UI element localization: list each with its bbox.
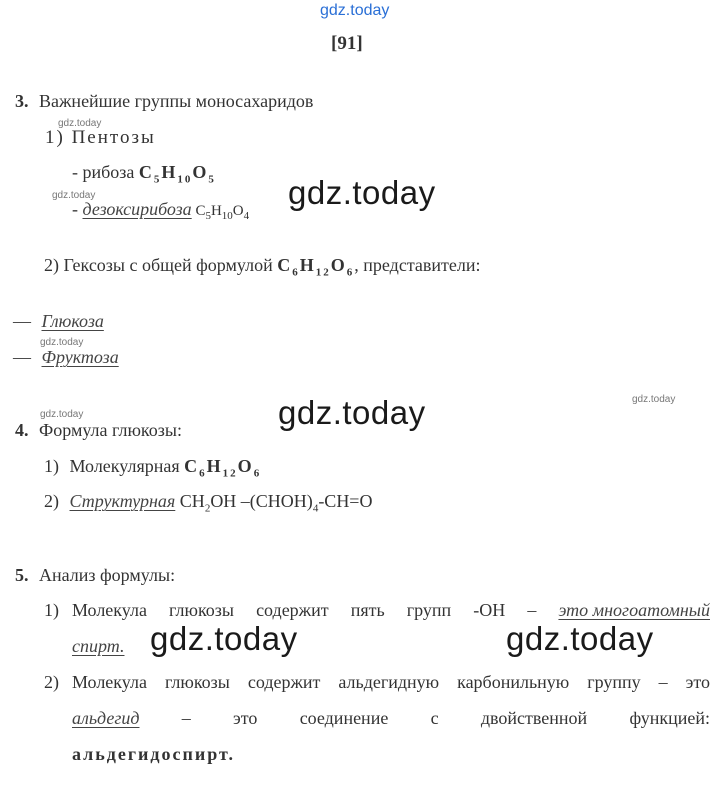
ribose-label: - рибоза [72, 162, 139, 182]
word: функцией: [629, 708, 710, 728]
analysis-item-2-line-2 [72, 708, 710, 729]
watermark-small: gdz.today [58, 118, 102, 129]
word: глюкозы [169, 600, 234, 620]
molecular-label: Молекулярная [69, 456, 185, 476]
dash: — [13, 347, 31, 367]
word: – [658, 672, 668, 692]
ribose-line [72, 162, 216, 186]
deoxyribose-line [72, 199, 249, 222]
watermark-small: gdz.today [52, 190, 96, 201]
word: пять [350, 600, 385, 620]
word: – [527, 600, 537, 620]
section-number: 5. [15, 565, 29, 585]
deoxyribose-dash: - [72, 199, 83, 219]
item-number: 1) [44, 456, 59, 476]
hexoses-formula: $C_6H_{12}O_6$ [277, 255, 355, 279]
analysis-item-2-line-1 [72, 672, 710, 693]
watermark-large: gdz.today [150, 620, 298, 657]
section-number: 4. [15, 420, 29, 440]
section-title: Формула глюкозы: [39, 420, 182, 440]
watermark-top: gdz.today [320, 2, 390, 19]
word: глюкозы [164, 672, 230, 692]
section-title: Анализ формулы: [39, 565, 176, 585]
word: альдегидную [338, 672, 440, 692]
item-number: 2) [44, 672, 59, 692]
glucose-line [13, 311, 104, 332]
analysis-item-1-line-1 [72, 600, 710, 621]
section-5-heading [15, 565, 175, 586]
alcohol-answer: спирт. [72, 636, 125, 656]
glucose-answer: Глюкоза [41, 311, 104, 331]
aldehyde-alcohol-term: альдегидоспирт. [72, 744, 236, 764]
watermark-large: gdz.today [278, 394, 426, 431]
word: – [181, 708, 191, 728]
section-3-heading [15, 91, 313, 112]
word: с [430, 708, 439, 728]
word: соединение [299, 708, 389, 728]
word: содержит [256, 600, 329, 620]
hexoses-line [44, 255, 481, 279]
structural-formula-line [44, 491, 372, 515]
section-number: 3. [15, 91, 29, 111]
structural-formula: $CH_2OH$ $-(CHOH)_4-CH=O$ [175, 491, 373, 515]
polyatomic-alcohol-answer: это многоатомный [558, 600, 710, 620]
deoxyribose-formula: $C_5H_{10}O_4$ [191, 203, 250, 222]
word: групп [406, 600, 452, 620]
word: карбонильную [457, 672, 570, 692]
ribose-formula: $C_5H_{10}O_5$ [138, 162, 216, 186]
fructose-answer: Фруктоза [41, 347, 119, 367]
watermark-small: gdz.today [40, 409, 84, 420]
hexoses-suffix: , представители: [354, 255, 481, 275]
molecular-formula: $C_6H_{12}O_6$ [184, 456, 262, 480]
section-title: Важнейшие группы моносахаридов [39, 91, 314, 111]
word: это [233, 708, 258, 728]
item-number: 2) [44, 491, 59, 511]
page-number: [91] [331, 33, 363, 54]
word: двойственной [480, 708, 588, 728]
word: Молекула [72, 672, 147, 692]
aldehyde-answer: альдегид [72, 708, 140, 728]
word: это [685, 672, 710, 692]
word: содержит [247, 672, 321, 692]
dash: — [13, 311, 31, 331]
molecular-formula-line [44, 456, 261, 480]
item-number: 1) [44, 600, 59, 620]
hexoses-label: 2) Гексозы с общей формулой [44, 255, 278, 275]
deoxyribose-answer: дезоксирибоза [82, 199, 192, 219]
word: группу [587, 672, 641, 692]
pentoses-heading: 1) Пентозы [45, 127, 156, 148]
fructose-line [13, 347, 119, 368]
watermark-large: gdz.today [506, 620, 654, 657]
watermark-small: gdz.today [632, 394, 676, 405]
word: Молекула [72, 600, 147, 620]
watermark-large: gdz.today [288, 174, 436, 211]
section-4-heading [15, 420, 182, 441]
watermark-small: gdz.today [40, 337, 84, 348]
word: -ОН [473, 600, 506, 620]
structural-answer: Структурная [69, 491, 176, 511]
